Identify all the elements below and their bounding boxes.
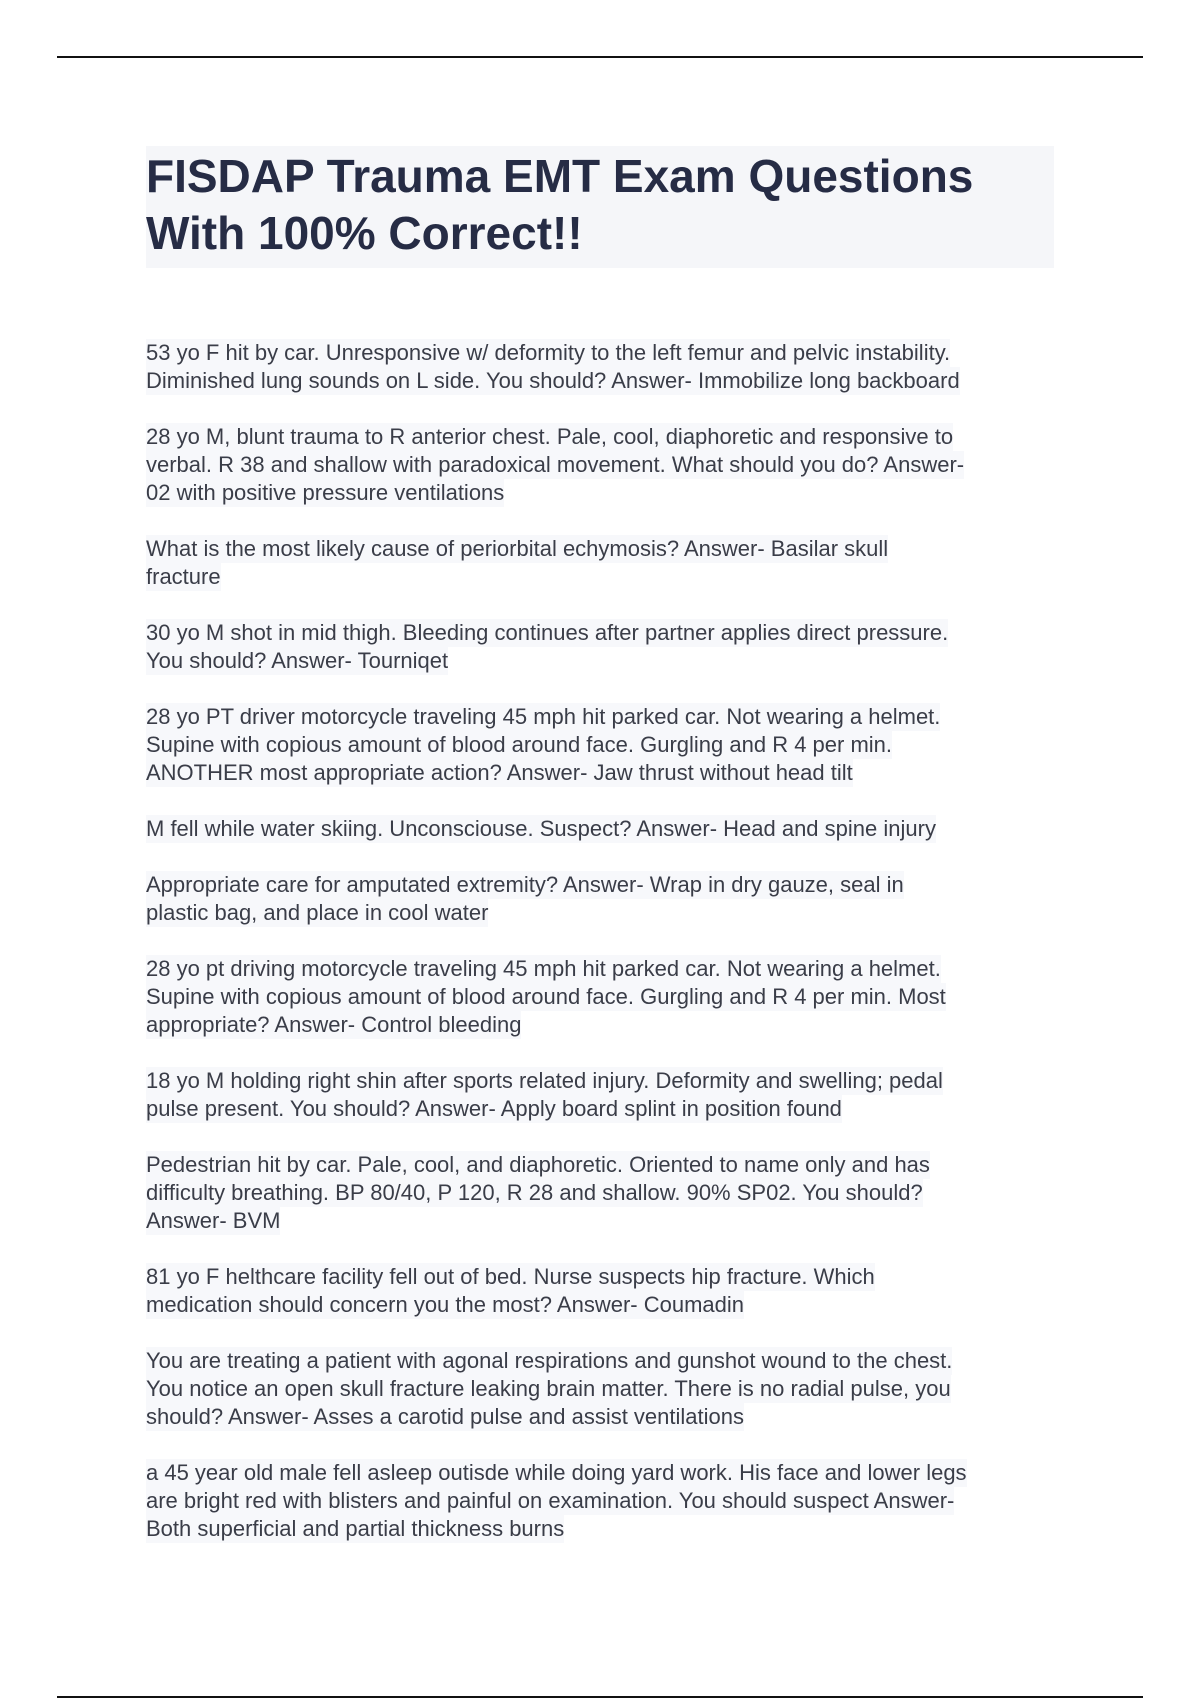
question-answer-item xyxy=(146,815,1066,843)
question-answer-line: Answer- BVM xyxy=(146,1208,281,1233)
question-answer-item xyxy=(146,1459,1066,1543)
question-answer-line: 28 yo M, blunt trauma to R anterior chest. Pale, cool, diaphoretic and responsive to xyxy=(146,424,954,449)
question-answer-item xyxy=(146,619,1066,675)
question-answer-line: You notice an open skull fracture leaking brain matter. There is no radial pulse, you xyxy=(146,1376,951,1401)
question-answer-line: Supine with copious amount of blood around face. Gurgling and R 4 per min. Most xyxy=(146,984,946,1009)
question-answer-item xyxy=(146,1347,1066,1431)
question-answer-line: Diminished lung sounds on L side. You should? Answer- Immobilize long backboard xyxy=(146,368,960,393)
question-answer-line: Both superficial and partial thickness burns xyxy=(146,1516,565,1541)
question-answer-item xyxy=(146,871,1066,927)
question-answer-line: pulse present. You should? Answer- Apply board splint in position found xyxy=(146,1096,842,1121)
question-answer-line: Appropriate care for amputated extremity? Answer- Wrap in dry gauze, seal in xyxy=(146,872,904,897)
bottom-rule xyxy=(57,1696,1143,1698)
title-line-1: FISDAP Trauma EMT Exam Questions xyxy=(146,150,974,202)
question-answer-line: a 45 year old male fell asleep outisde while doing yard work. His face and lower legs xyxy=(146,1460,967,1485)
question-answer-line: medication should concern you the most? Answer- Coumadin xyxy=(146,1292,744,1317)
top-rule xyxy=(57,56,1143,58)
question-answer-line: 02 with positive pressure ventilations xyxy=(146,480,505,505)
question-answer-line: plastic bag, and place in cool water xyxy=(146,900,489,925)
question-answer-line: appropriate? Answer- Control bleeding xyxy=(146,1012,522,1037)
question-answer-line: should? Answer- Asses a carotid pulse and assist ventilations xyxy=(146,1404,744,1429)
question-answer-line: 28 yo PT driver motorcycle traveling 45 mph hit parked car. Not wearing a helmet. xyxy=(146,704,941,729)
question-answer-line: difficulty breathing. BP 80/40, P 120, R 28 and shallow. 90% SP02. You should? xyxy=(146,1180,923,1205)
question-answer-item xyxy=(146,1263,1066,1319)
question-answer-line: You are treating a patient with agonal respirations and gunshot wound to the chest. xyxy=(146,1348,953,1373)
document-title xyxy=(146,146,1054,268)
question-answer-line: 53 yo F hit by car. Unresponsive w/ deformity to the left femur and pelvic instability. xyxy=(146,340,951,365)
question-answer-line: 18 yo M holding right shin after sports related injury. Deformity and swelling; pedal xyxy=(146,1068,943,1093)
question-answer-line: M fell while water skiing. Unconsciouse. Suspect? Answer- Head and spine injury xyxy=(146,816,936,841)
question-answer-line: You should? Answer- Tourniqet xyxy=(146,648,449,673)
question-answer-line: Supine with copious amount of blood around face. Gurgling and R 4 per min. xyxy=(146,732,893,757)
title-line-2: With 100% Correct!! xyxy=(146,207,583,259)
question-answer-line: 28 yo pt driving motorcycle traveling 45 mph hit parked car. Not wearing a helmet. xyxy=(146,956,941,981)
question-answer-list xyxy=(146,339,1066,1571)
question-answer-line: verbal. R 38 and shallow with paradoxical movement. What should you do? Answer- xyxy=(146,452,965,477)
question-answer-line: 81 yo F helthcare facility fell out of bed. Nurse suspects hip fracture. Which xyxy=(146,1264,875,1289)
question-answer-item xyxy=(146,535,1066,591)
question-answer-item xyxy=(146,1151,1066,1235)
question-answer-line: are bright red with blisters and painful on examination. You should suspect Answer- xyxy=(146,1488,955,1513)
question-answer-line: What is the most likely cause of periorbital echymosis? Answer- Basilar skull xyxy=(146,536,889,561)
question-answer-line: 30 yo M shot in mid thigh. Bleeding continues after partner applies direct pressure. xyxy=(146,620,949,645)
question-answer-line: ANOTHER most appropriate action? Answer- Jaw thrust without head tilt xyxy=(146,760,853,785)
question-answer-line: Pedestrian hit by car. Pale, cool, and diaphoretic. Oriented to name only and has xyxy=(146,1152,930,1177)
question-answer-item xyxy=(146,339,1066,395)
question-answer-item xyxy=(146,703,1066,787)
question-answer-item xyxy=(146,1067,1066,1123)
question-answer-item xyxy=(146,955,1066,1039)
question-answer-item xyxy=(146,423,1066,507)
question-answer-line: fracture xyxy=(146,564,221,589)
